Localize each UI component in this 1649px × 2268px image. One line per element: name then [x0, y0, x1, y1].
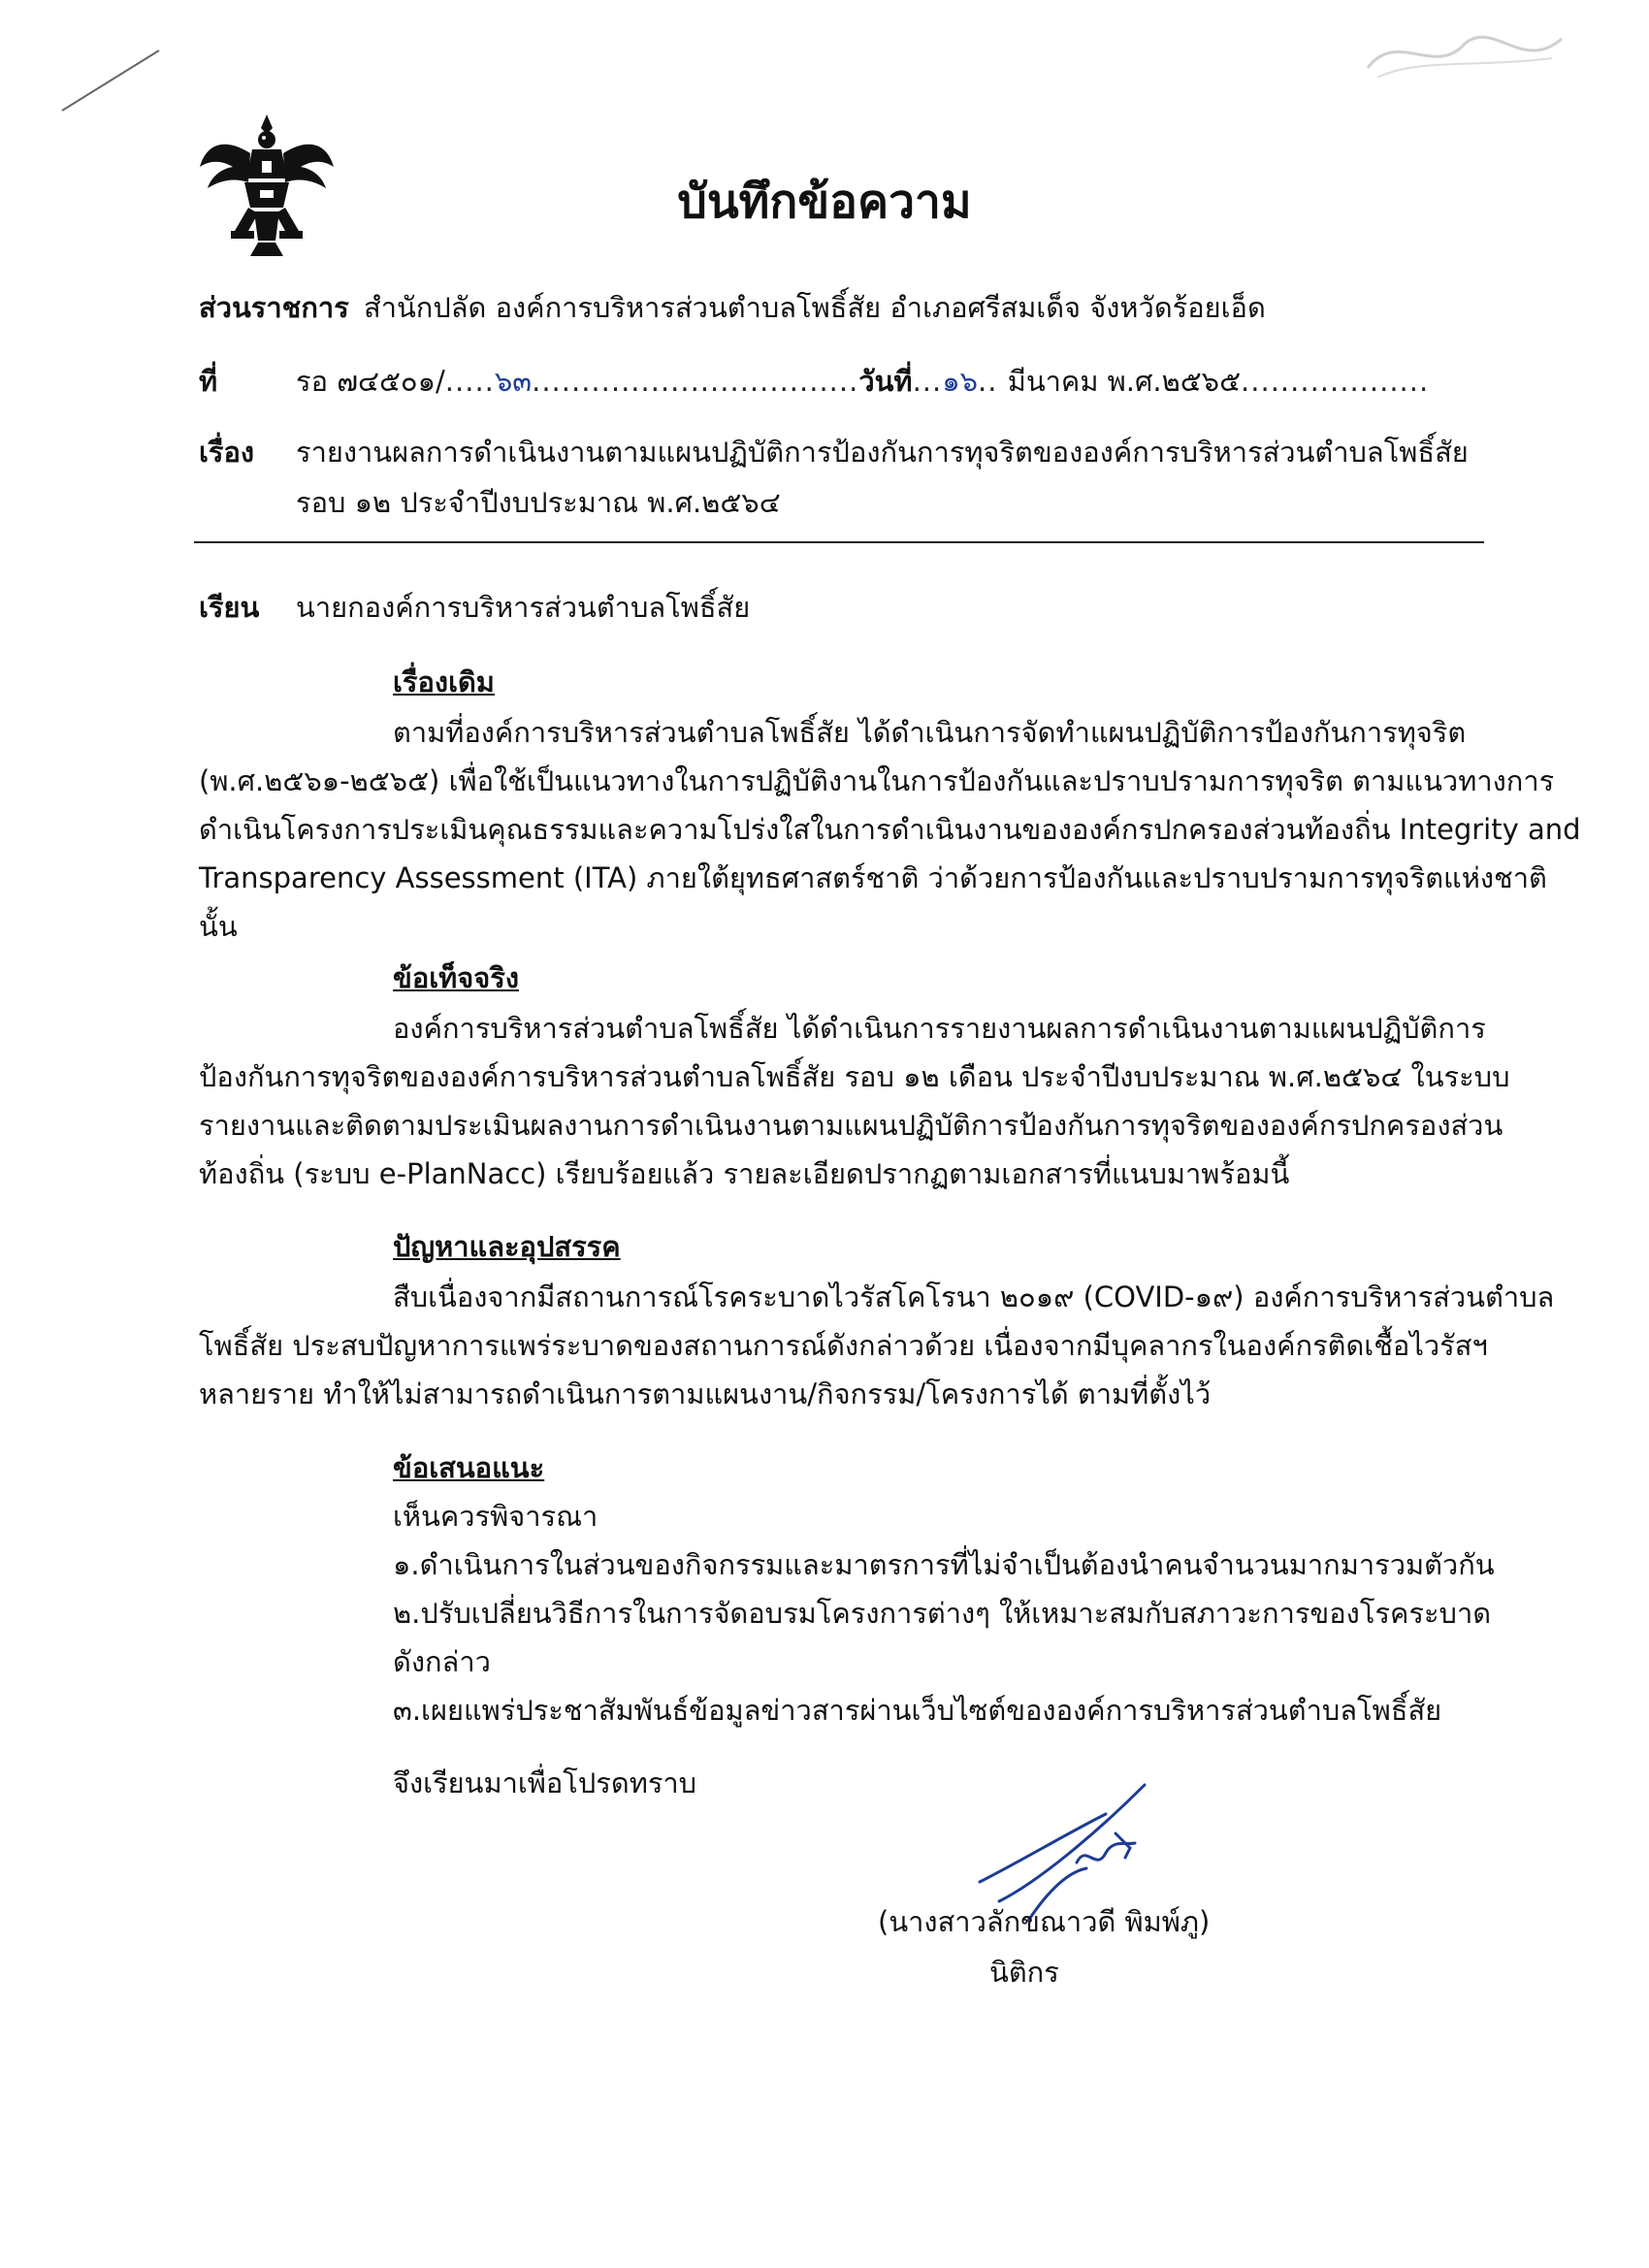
suggestion-item: ๒.ปรับเปลี่ยนวิธีการในการจัดอบรมโครงการต่างๆ ให้เหมาะสมกับสภาวะการของโรคระบาด — [393, 1597, 1492, 1630]
ref-line: รอ ๗๔๕๐๑/.....๖๓.................................วันที่...๑๖.. มีนาคม พ.ศ.๒๕๖๕................... — [296, 365, 1430, 398]
problems-heading: ปัญหาและอุปสรรค — [393, 1230, 621, 1263]
subject-label: เรื่อง — [199, 436, 255, 469]
date-label: วันที่ — [858, 365, 913, 398]
problems-line: โพธิ์สัย ประสบปัญหาการแพร่ระบาดของสถานการณ์ดังกล่าวด้วย เนื่องจากมีบุคลากรในองค์กรติดเชื้อไวรัสฯ — [199, 1329, 1488, 1362]
ref-prefix: รอ ๗๔๕๐๑/ — [296, 365, 445, 398]
to-label: เรียน — [199, 591, 260, 624]
memo-title: บันทึกข้อความ — [677, 175, 972, 229]
background-line: นั้น — [199, 910, 238, 943]
suggestions-intro: เห็นควรพิจารณา — [393, 1500, 598, 1533]
facts-line: ป้องกันการทุจริตขององค์การบริหารส่วนตำบลโพธิ์สัย รอบ ๑๒ เดือน ประจำปีงบประมาณ พ.ศ.๒๕๖๔ ในระบบ — [199, 1060, 1510, 1093]
header-divider — [194, 541, 1484, 543]
facts-line: องค์การบริหารส่วนตำบลโพธิ์สัย ได้ดำเนินการรายงานผลการดำเนินงานตามแผนปฏิบัติการ — [393, 1012, 1486, 1045]
problems-line: หลายราย ทำให้ไม่สามารถดำเนินการตามแผนงาน/กิจกรรม/โครงการได้ ตามที่ตั้งไว้ — [199, 1377, 1212, 1410]
suggestions-heading: ข้อเสนอแนะ — [393, 1451, 545, 1484]
signer-name: (นางสาวลักขณาวดี พิมพ์ภู) — [878, 1905, 1211, 1938]
background-line: ดำเนินโครงการประเมินคุณธรรมและความโปร่งใสในการดำเนินงานขององค์กรปกครองส่วนท้องถิ่น Integrity and — [199, 813, 1581, 846]
date-month-year: มีนาคม พ.ศ.๒๕๖๕ — [1007, 365, 1242, 398]
problems-line: สืบเนื่องจากมีสถานการณ์โรคระบาดไวรัสโคโรนา ๒๐๑๙ (COVID-๑๙) องค์การบริหารส่วนตำบล — [393, 1280, 1555, 1313]
agency-label: ส่วนราชการ — [199, 291, 349, 324]
suggestion-item-continued: ดังกล่าว — [393, 1645, 491, 1678]
closing-line: จึงเรียนมาเพื่อโปรดทราบ — [393, 1766, 697, 1799]
subject-line-1: รายงานผลการดำเนินงานตามแผนปฏิบัติการป้องกันการทุจริตขององค์การบริหารส่วนตำบลโพธิ์สัย — [296, 436, 1469, 469]
facts-heading: ข้อเท็จจริง — [393, 961, 519, 994]
to-value: นายกองค์การบริหารส่วนตำบลโพธิ์สัย — [296, 591, 751, 624]
background-line: Transparency Assessment (ITA) ภายใต้ยุทธศาสตร์ชาติ ว่าด้วยการป้องกันและปราบปรามการทุจริตแห่งชาติ — [199, 861, 1547, 894]
facts-line: ท้องถิ่น (ระบบ e-PlanNacc) เรียบร้อยแล้ว รายละเอียดปรากฏตามเอกสารที่แนบมาพร้อมนี้ — [199, 1157, 1290, 1190]
agency-value: สำนักปลัด องค์การบริหารส่วนตำบลโพธิ์สัย อำเภอศรีสมเด็จ จังหวัดร้อยเอ็ด — [364, 291, 1266, 324]
subject-line-2: รอบ ๑๒ ประจำปีงบประมาณ พ.ศ.๒๕๖๔ — [296, 486, 781, 519]
background-line: ตามที่องค์การบริหารส่วนตำบลโพธิ์สัย ได้ดำเนินการจัดทำแผนปฏิบัติการป้องกันการทุจริต — [393, 716, 1467, 749]
facts-line: รายงานและติดตามประเมินผลงานการดำเนินงานตามแผนปฏิบัติการป้องกันการทุจริตขององค์กรปกครองส่วน — [199, 1109, 1504, 1142]
background-heading: เรื่องเดิม — [393, 665, 495, 698]
faint-smudge-mark — [1358, 19, 1571, 87]
pen-scratch-mark — [58, 47, 165, 114]
date-handwritten-day: ๑๖ — [942, 365, 979, 398]
suggestion-item: ๓.เผยแพร่ประชาสัมพันธ์ข้อมูลข่าวสารผ่านเว็บไซต์ขององค์การบริหารส่วนตำบลโพธิ์สัย — [393, 1694, 1442, 1727]
suggestion-item: ๑.ดำเนินการในส่วนของกิจกรรมและมาตรการที่ไม่จำเป็นต้องนำคนจำนวนมากมารวมตัวกัน — [393, 1548, 1495, 1581]
signer-position: นิติกร — [989, 1956, 1059, 1989]
ref-label: ที่ — [199, 365, 218, 398]
background-line: (พ.ศ.๒๕๖๑-๒๕๖๕) เพื่อใช้เป็นแนวทางในการปฏิบัติงานในการป้องกันและปราบปรามการทุจริต ตามแนวทางการ — [199, 764, 1555, 797]
ref-handwritten-number: ๖๓ — [494, 365, 533, 398]
